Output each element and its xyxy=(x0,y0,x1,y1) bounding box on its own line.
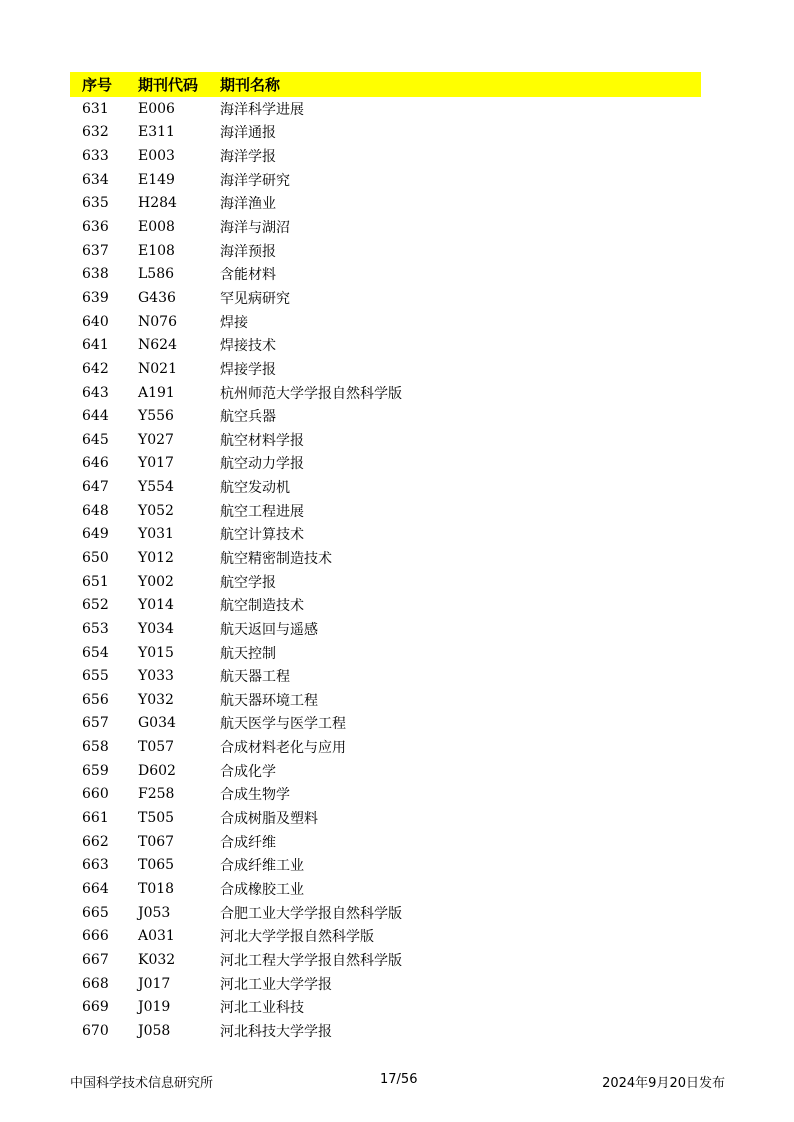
row-index: 634 xyxy=(82,171,109,188)
table-row xyxy=(70,759,701,783)
row-code: Y034 xyxy=(138,620,174,637)
row-title: 合成材料老化与应用 xyxy=(220,740,346,757)
table-row xyxy=(70,735,701,759)
row-title: 海洋科学进展 xyxy=(220,101,304,118)
table-row xyxy=(70,168,701,192)
footer-organization: 中国科学技术信息研究所 xyxy=(70,1076,214,1091)
row-index: 666 xyxy=(82,928,109,945)
row-code: D602 xyxy=(138,762,176,779)
table-row xyxy=(70,948,701,972)
row-title: 焊接 xyxy=(220,314,248,331)
row-title: 航天医学与医学工程 xyxy=(220,716,346,733)
row-index: 665 xyxy=(82,904,109,921)
table-row xyxy=(70,428,701,452)
row-title: 航天返回与遥感 xyxy=(220,621,318,638)
row-code: T065 xyxy=(138,857,175,874)
row-index: 667 xyxy=(82,951,109,968)
row-index: 669 xyxy=(82,999,109,1016)
table-row xyxy=(70,830,701,854)
row-title: 河北工业大学学报 xyxy=(220,976,332,993)
row-title: 航天器工程 xyxy=(220,669,290,686)
row-index: 656 xyxy=(82,691,109,708)
row-code: Y014 xyxy=(138,597,174,614)
table-row xyxy=(70,404,701,428)
row-code: T505 xyxy=(138,810,175,827)
row-code: Y002 xyxy=(138,573,174,590)
table-row xyxy=(70,333,701,357)
row-title: 航空发动机 xyxy=(220,480,290,497)
header-code: 期刊代码 xyxy=(138,76,199,94)
row-index: 645 xyxy=(82,431,109,448)
row-index: 639 xyxy=(82,289,109,306)
row-title: 海洋渔业 xyxy=(220,196,276,213)
row-code: Y012 xyxy=(138,549,174,566)
page-footer xyxy=(70,1072,725,1092)
row-index: 631 xyxy=(82,100,109,117)
table-row xyxy=(70,286,701,310)
row-title: 航空计算技术 xyxy=(220,527,304,544)
row-title: 合肥工业大学学报自然科学版 xyxy=(220,905,402,922)
table-row xyxy=(70,617,701,641)
table-row xyxy=(70,1019,701,1043)
table-header xyxy=(70,72,701,97)
row-code: N021 xyxy=(138,360,177,377)
row-index: 648 xyxy=(82,502,109,519)
table-row xyxy=(70,357,701,381)
row-code: E003 xyxy=(138,148,175,165)
row-code: H284 xyxy=(138,195,177,212)
row-code: E108 xyxy=(138,242,175,259)
row-index: 644 xyxy=(82,408,109,425)
row-code: E008 xyxy=(138,219,175,236)
row-code: Y032 xyxy=(138,691,174,708)
row-index: 646 xyxy=(82,455,109,472)
row-title: 航空制造技术 xyxy=(220,598,304,615)
row-code: K032 xyxy=(138,951,176,968)
table-row xyxy=(70,499,701,523)
table-row xyxy=(70,121,701,145)
row-code: Y031 xyxy=(138,526,174,543)
row-title: 河北工程大学学报自然科学版 xyxy=(220,952,402,969)
row-title: 河北工业科技 xyxy=(220,1000,304,1017)
row-index: 670 xyxy=(82,1022,109,1039)
row-code: Y052 xyxy=(138,502,174,519)
row-code: Y017 xyxy=(138,455,174,472)
row-code: J058 xyxy=(138,1022,171,1039)
table-row xyxy=(70,972,701,996)
row-index: 660 xyxy=(82,786,109,803)
table-row xyxy=(70,570,701,594)
row-code: Y033 xyxy=(138,668,174,685)
row-index: 655 xyxy=(82,668,109,685)
row-index: 635 xyxy=(82,195,109,212)
row-code: J017 xyxy=(138,975,171,992)
row-index: 652 xyxy=(82,597,109,614)
row-index: 638 xyxy=(82,266,109,283)
footer-page-number: 17/56 xyxy=(380,1072,418,1087)
row-code: Y554 xyxy=(138,479,174,496)
table-row xyxy=(70,523,701,547)
row-index: 636 xyxy=(82,219,109,236)
row-code: E149 xyxy=(138,171,175,188)
row-title: 焊接技术 xyxy=(220,338,276,355)
row-title: 航空精密制造技术 xyxy=(220,550,332,567)
row-title: 航空动力学报 xyxy=(220,456,304,473)
row-title: 海洋学报 xyxy=(220,149,276,166)
row-title: 海洋学研究 xyxy=(220,172,290,189)
row-code: T018 xyxy=(138,880,175,897)
row-index: 654 xyxy=(82,644,109,661)
row-index: 633 xyxy=(82,148,109,165)
row-title: 罕见病研究 xyxy=(220,290,290,307)
row-title: 含能材料 xyxy=(220,267,276,284)
row-code: N076 xyxy=(138,313,177,330)
row-title: 海洋与湖沼 xyxy=(220,220,290,237)
table-row xyxy=(70,688,701,712)
row-title: 合成纤维工业 xyxy=(220,858,304,875)
row-code: J053 xyxy=(138,904,171,921)
row-title: 航空材料学报 xyxy=(220,432,304,449)
table-row xyxy=(70,712,701,736)
table-row xyxy=(70,452,701,476)
row-code: A191 xyxy=(138,384,175,401)
footer-publish-date: 2024年9月20日发布 xyxy=(602,1076,725,1091)
row-index: 664 xyxy=(82,880,109,897)
row-code: Y015 xyxy=(138,644,174,661)
row-code: J019 xyxy=(138,999,171,1016)
row-code: F258 xyxy=(138,786,175,803)
table-row xyxy=(70,806,701,830)
table-row xyxy=(70,783,701,807)
row-index: 632 xyxy=(82,124,109,141)
row-index: 647 xyxy=(82,479,109,496)
row-title: 合成化学 xyxy=(220,763,276,780)
row-title: 焊接学报 xyxy=(220,361,276,378)
table-row xyxy=(70,239,701,263)
row-title: 合成树脂及塑料 xyxy=(220,811,318,828)
row-title: 合成纤维 xyxy=(220,834,276,851)
row-index: 641 xyxy=(82,337,109,354)
table-row xyxy=(70,546,701,570)
row-title: 航空工程进展 xyxy=(220,503,304,520)
row-title: 杭州师范大学学报自然科学版 xyxy=(220,385,402,402)
table-row xyxy=(70,475,701,499)
row-code: N624 xyxy=(138,337,177,354)
row-title: 航天器环境工程 xyxy=(220,692,318,709)
row-index: 657 xyxy=(82,715,109,732)
row-title: 航空兵器 xyxy=(220,409,276,426)
table-row xyxy=(70,641,701,665)
table-row xyxy=(70,901,701,925)
table-row xyxy=(70,97,701,121)
row-index: 651 xyxy=(82,573,109,590)
row-code: Y027 xyxy=(138,431,174,448)
table-row xyxy=(70,144,701,168)
table-row xyxy=(70,262,701,286)
journal-table xyxy=(70,72,701,1043)
row-title: 海洋预报 xyxy=(220,243,276,260)
header-index: 序号 xyxy=(82,76,113,94)
row-title: 河北大学学报自然科学版 xyxy=(220,929,374,946)
table-body xyxy=(70,97,701,1043)
row-title: 海洋通报 xyxy=(220,125,276,142)
row-index: 640 xyxy=(82,313,109,330)
header-title: 期刊名称 xyxy=(220,76,281,94)
row-index: 662 xyxy=(82,833,109,850)
row-code: G034 xyxy=(138,715,176,732)
row-index: 650 xyxy=(82,549,109,566)
table-row xyxy=(70,593,701,617)
row-code: T067 xyxy=(138,833,175,850)
row-title: 合成橡胶工业 xyxy=(220,881,304,898)
row-code: Y556 xyxy=(138,408,174,425)
row-title: 河北科技大学学报 xyxy=(220,1023,332,1040)
row-index: 661 xyxy=(82,810,109,827)
table-row xyxy=(70,924,701,948)
row-title: 航天控制 xyxy=(220,645,276,662)
table-row xyxy=(70,310,701,334)
row-code: E006 xyxy=(138,100,175,117)
table-row xyxy=(70,381,701,405)
table-row xyxy=(70,664,701,688)
row-title: 航空学报 xyxy=(220,574,276,591)
row-index: 643 xyxy=(82,384,109,401)
row-index: 663 xyxy=(82,857,109,874)
row-code: G436 xyxy=(138,289,176,306)
table-row xyxy=(70,192,701,216)
row-title: 合成生物学 xyxy=(220,787,290,804)
row-index: 653 xyxy=(82,620,109,637)
row-index: 637 xyxy=(82,242,109,259)
table-row xyxy=(70,877,701,901)
table-row xyxy=(70,854,701,878)
row-index: 658 xyxy=(82,739,109,756)
row-code: L586 xyxy=(138,266,175,283)
row-code: A031 xyxy=(138,928,175,945)
row-index: 642 xyxy=(82,360,109,377)
row-index: 668 xyxy=(82,975,109,992)
row-code: T057 xyxy=(138,739,175,756)
row-index: 659 xyxy=(82,762,109,779)
table-row xyxy=(70,995,701,1019)
row-index: 649 xyxy=(82,526,109,543)
row-code: E311 xyxy=(138,124,175,141)
table-row xyxy=(70,215,701,239)
